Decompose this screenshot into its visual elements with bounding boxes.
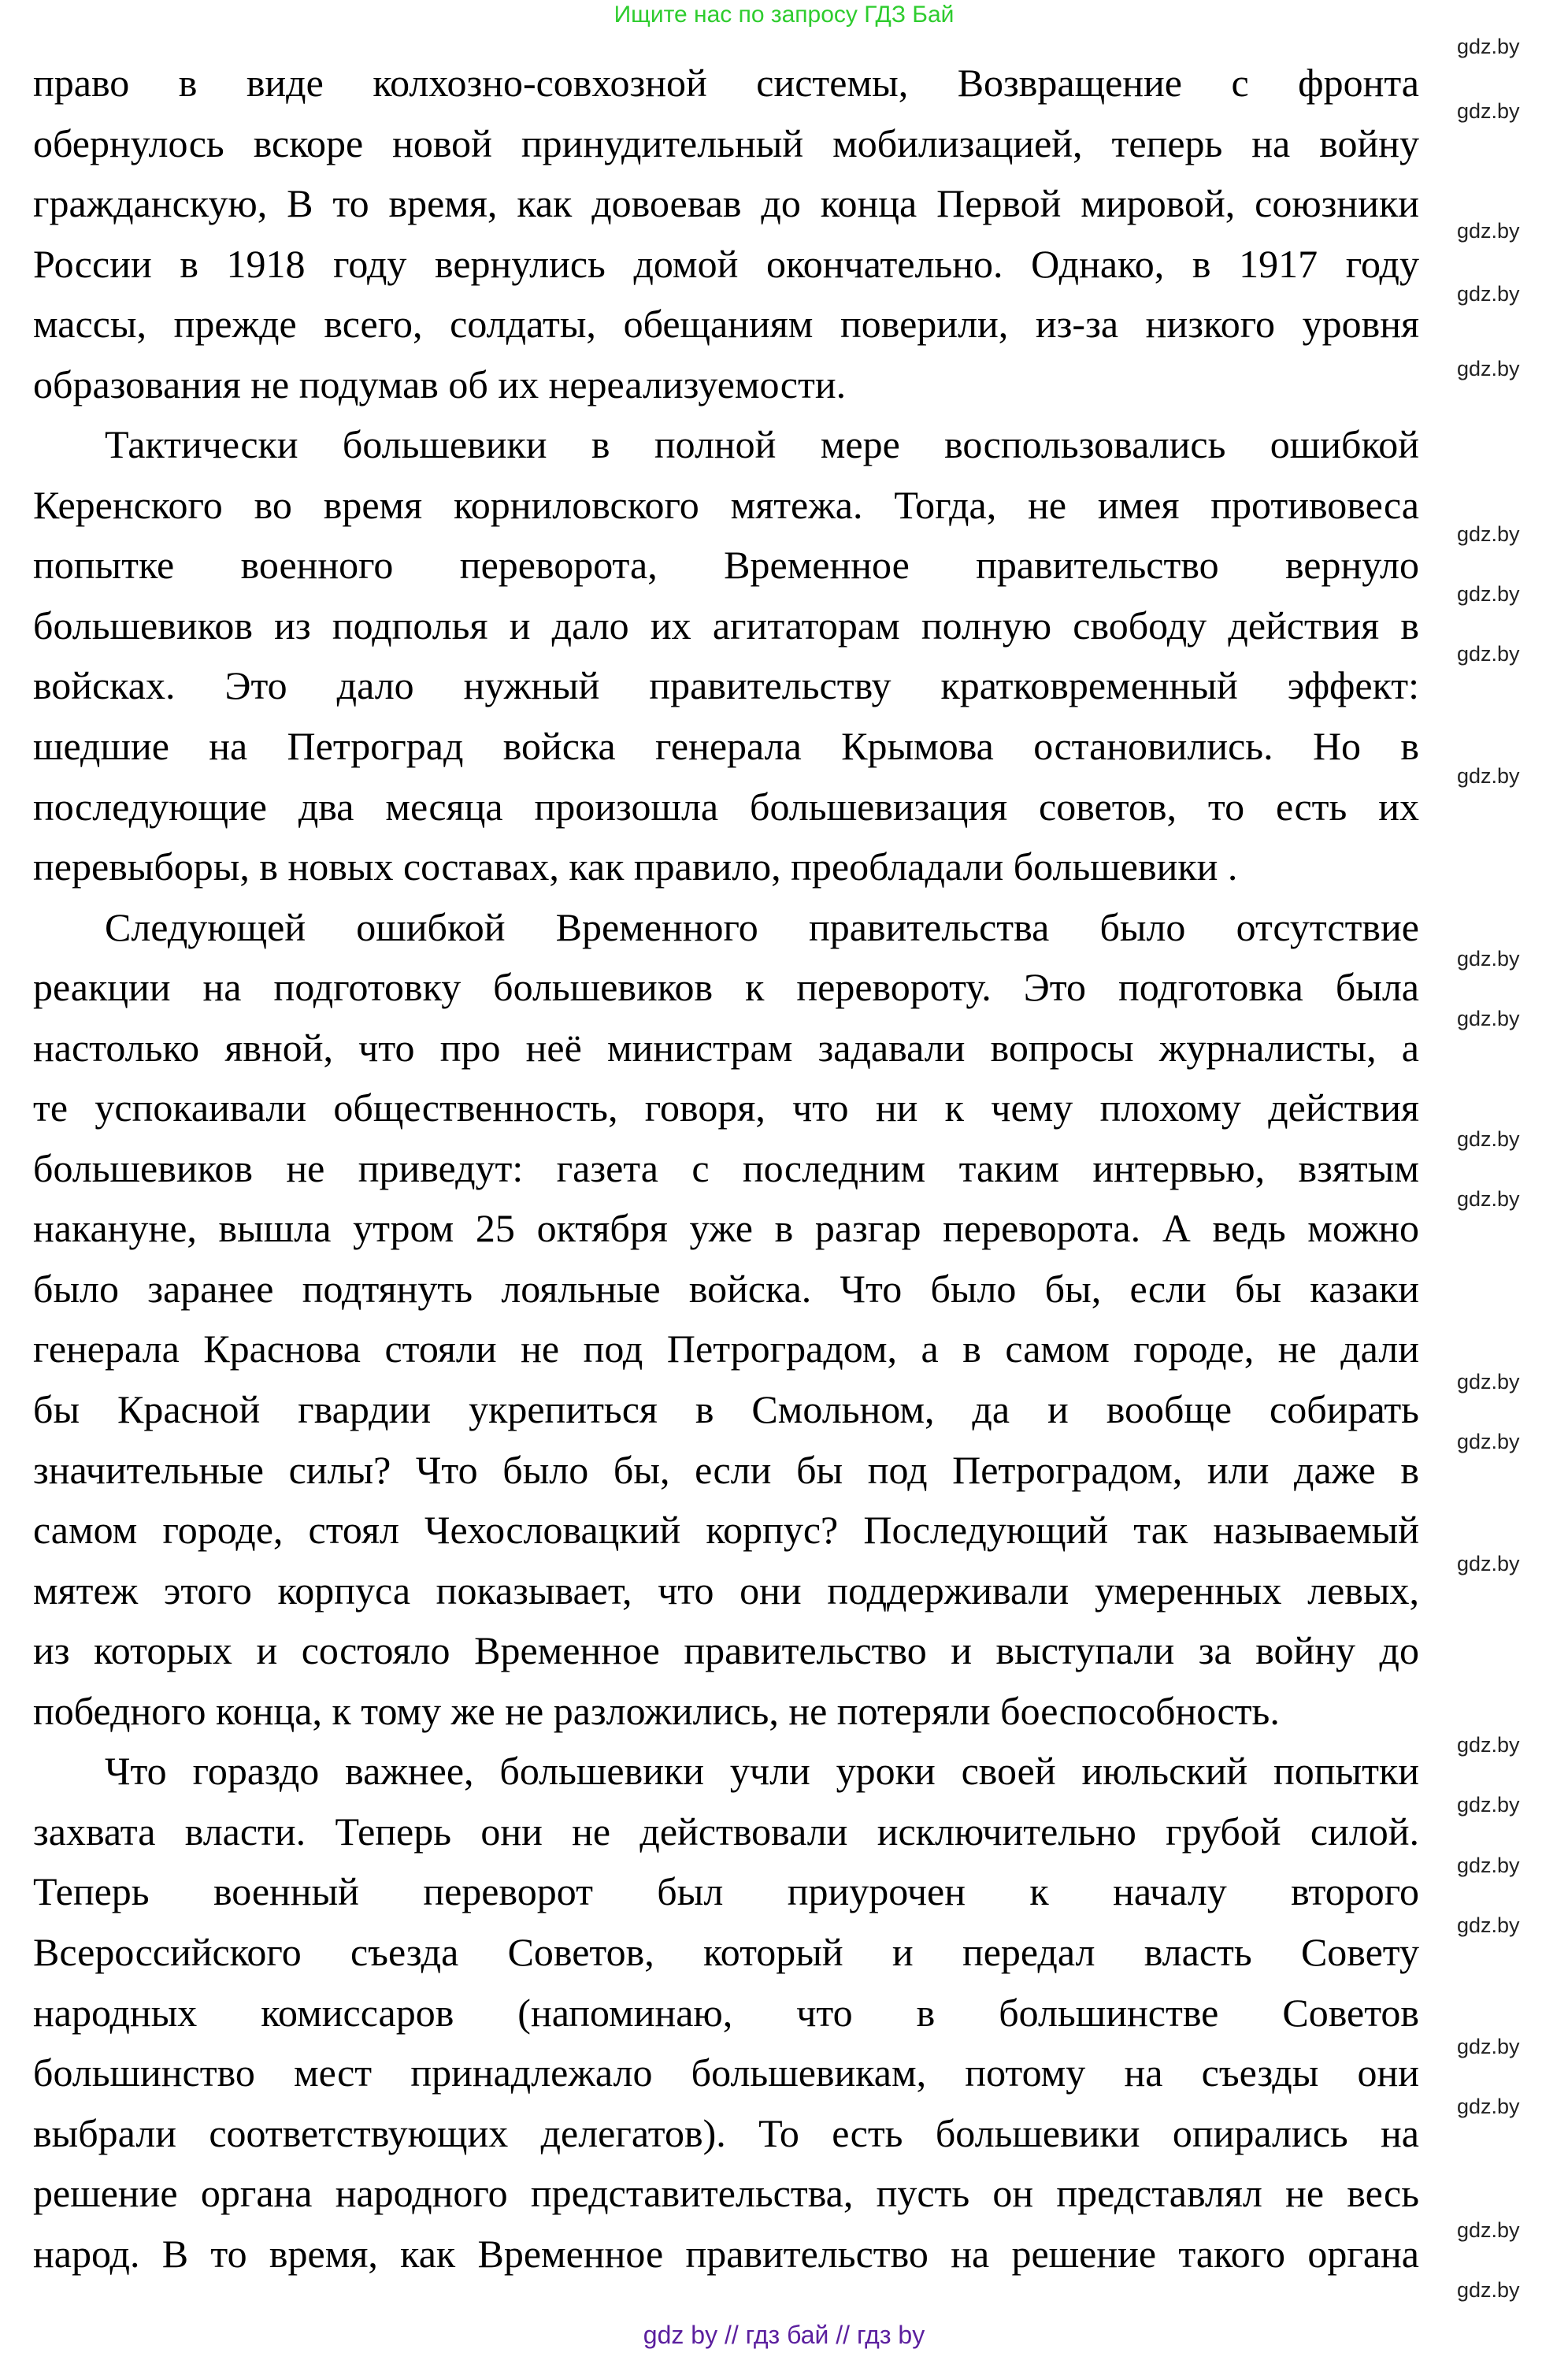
text-line: мятеж этого корпуса показывает, что они поддерживали умеренных левых, — [33, 1568, 1419, 1612]
text-line: самом городе, стоял Чехословацкий корпус? Последующий так называемый — [33, 1508, 1419, 1553]
promo-banner[interactable]: Ищите нас по запросу ГДЗ Бай — [613, 2, 955, 28]
text-line: право в виде колхозно-совхозной системы, Возвращение с фронта — [33, 61, 1419, 105]
watermark: gdz.by — [1457, 1793, 1520, 1817]
watermark: gdz.by — [1457, 357, 1520, 381]
watermark: gdz.by — [1457, 642, 1520, 666]
watermark: gdz.by — [1457, 1007, 1520, 1031]
text-line: те успокаивали общественность, говоря, что ни к чему плохому действия — [33, 1086, 1419, 1130]
document-body — [33, 53, 1419, 2284]
text-line: реакции на подготовку большевиков к перевороту. Это подготовка была — [33, 965, 1419, 1010]
text-line: народных комиссаров (напоминаю, что в большинстве Советов — [33, 1990, 1419, 2035]
text-line: Что гораздо важнее, большевики учли уроки своей июльский попытки — [105, 1749, 1419, 1794]
footer-links[interactable]: gdz by // гдз бай // гдз by — [643, 2321, 925, 2349]
watermark: gdz.by — [1457, 98, 1520, 123]
text-line: образования не подумав об их нереализуемости. — [33, 362, 847, 406]
watermark: gdz.by — [1457, 1430, 1520, 1454]
watermark: gdz.by — [1457, 582, 1520, 607]
watermark: gdz.by — [1457, 1551, 1520, 1575]
watermark: gdz.by — [1457, 1370, 1520, 1394]
text-line: бы Красной гвардии укрепиться в Смольном, да и вообще собирать — [33, 1387, 1419, 1432]
text-line: шедшие на Петроград войска генерала Крымова остановились. Но в — [33, 724, 1419, 769]
watermark: gdz.by — [1457, 282, 1520, 306]
watermark: gdz.by — [1457, 2277, 1520, 2302]
text-line: Тактически большевики в полной мере воспользовались ошибкой — [105, 422, 1419, 467]
watermark: gdz.by — [1457, 34, 1520, 58]
text-line: решение органа народного представительства, пусть он представлял не весь — [33, 2171, 1419, 2216]
watermark: gdz.by — [1457, 2035, 1520, 2059]
watermark: gdz.by — [1457, 1733, 1520, 1757]
watermark: gdz.by — [1457, 1853, 1520, 1877]
text-line: накануне, вышла утром 25 октября уже в разгар переворота. А ведь можно — [33, 1206, 1419, 1251]
text-line: победного конца, к тому же не разложились, не потеряли боеспособность. — [33, 1688, 1280, 1733]
text-line: последующие два месяца произошла большевизация советов, то есть их — [33, 784, 1419, 829]
text-line: значительные силы? Что было бы, если бы под Петроградом, или даже в — [33, 1447, 1419, 1492]
watermark: gdz.by — [1457, 2095, 1520, 2119]
text-line: генерала Краснова стояли не под Петроградом, а в самом городе, не дали — [33, 1327, 1419, 1371]
text-line: захвата власти. Теперь они не действовали исключительно грубой силой. — [33, 1809, 1419, 1854]
text-line: гражданскую, В то время, как довоевав до конца Первой мировой, союзники — [33, 181, 1419, 226]
text-line: массы, прежде всего, солдаты, обещаниям поверили, из-за низкого уровня — [33, 302, 1419, 347]
text-line: обернулось вскоре новой принудительный мобилизацией, теперь на войну — [33, 121, 1419, 165]
watermark: gdz.by — [1457, 219, 1520, 243]
watermark: gdz.by — [1457, 1126, 1520, 1151]
text-line: из которых и состояло Временное правительство и выступали за войну до — [33, 1628, 1419, 1673]
watermark: gdz.by — [1457, 1913, 1520, 1937]
text-line: выбрали соответствующих делегатов). То есть большевики опирались на — [33, 2110, 1419, 2155]
watermark: gdz.by — [1457, 763, 1520, 788]
watermark: gdz.by — [1457, 947, 1520, 971]
watermark: gdz.by — [1457, 1186, 1520, 1211]
text-line: большевиков из подполья и дало их агитаторам полную свободу действия в — [33, 603, 1419, 648]
text-line: попытке военного переворота, Временное правительство вернуло — [33, 543, 1419, 588]
text-line: было заранее подтянуть лояльные войска. Что было бы, если бы казаки — [33, 1266, 1419, 1311]
text-line: Керенского во время корниловского мятежа. Тогда, не имея противовеса — [33, 482, 1419, 527]
text-line: большевиков не приведут: газета с последним таким интервью, взятым — [33, 1145, 1419, 1190]
text-line: Всероссийского съезда Советов, который и передал власть Совету — [33, 1929, 1419, 1974]
text-line: большинство мест принадлежало большевикам, потому на съезды они — [33, 2050, 1419, 2095]
text-line: перевыборы, в новых составах, как правило, преобладали большевики . — [33, 844, 1238, 889]
watermark: gdz.by — [1457, 2217, 1520, 2242]
text-line: Следующей ошибкой Временного правительства было отсутствие — [105, 904, 1419, 949]
text-line: народ. В то время, как Временное правительство на решение такого органа — [33, 2231, 1419, 2276]
text-line: России в 1918 году вернулись домой окончательно. Однако, в 1917 году — [33, 241, 1419, 286]
text-line: Теперь военный переворот был приурочен к началу второго — [33, 1869, 1419, 1914]
text-line: настолько явной, что про неё министрам задавали вопросы журналисты, а — [33, 1025, 1419, 1070]
text-line: войсках. Это дало нужный правительству кратковременный эффект: — [33, 663, 1419, 708]
watermark: gdz.by — [1457, 521, 1520, 546]
